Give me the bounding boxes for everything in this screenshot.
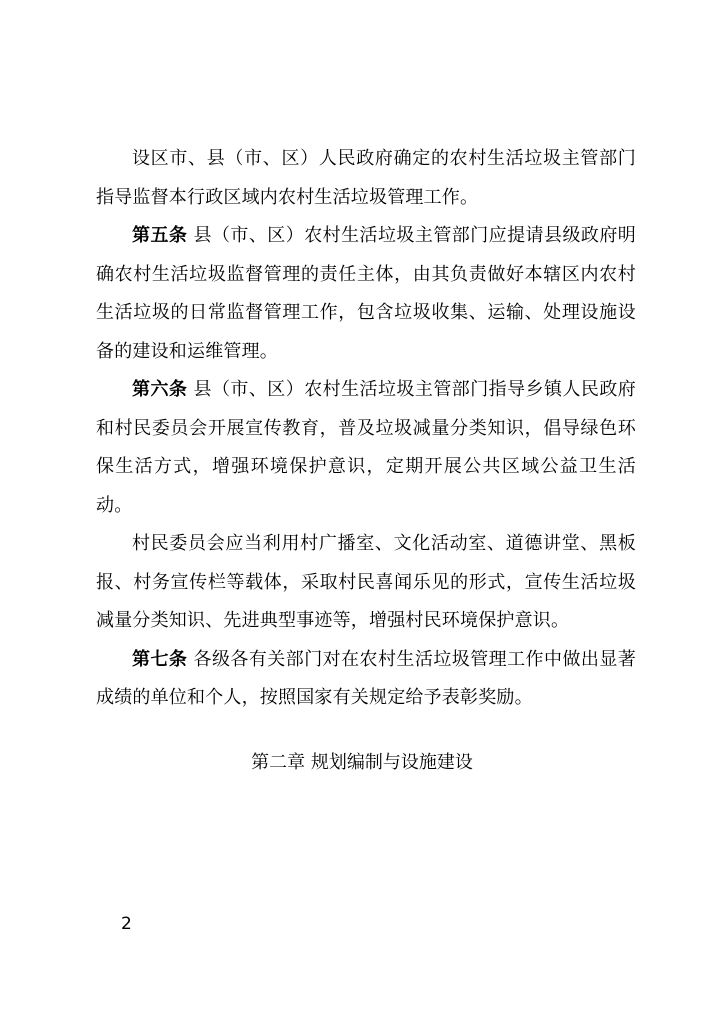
article-number: 第六条 <box>132 379 188 400</box>
paragraph-4 <box>96 525 636 641</box>
article-7-paragraph <box>96 641 636 718</box>
article-6-paragraph <box>96 371 636 525</box>
paragraph-text: 县（市、区）农村生活垃圾主管部门应提请县级政府明确农村生活垃圾监督管理的责任主体，由其负责做好本辖区内农村生活垃圾的日常监督管理工作，包含垃圾收集、运输、处理设施设备的建设和运维管理。 <box>96 225 636 362</box>
paragraph-1 <box>96 140 636 217</box>
paragraph-text: 村民委员会应当利用村广播室、文化活动室、道德讲堂、黑板报、村务宣传栏等载体，采取村民喜闻乐见的形式，宣传生活垃圾减量分类知识、先进典型事迹等，增强村民环境保护意识。 <box>96 533 636 631</box>
article-5-paragraph <box>96 217 636 371</box>
chapter-title: 第二章 规划编制与设施建设 <box>251 752 473 773</box>
paragraph-text: 各级各有关部门对在农村生活垃圾管理工作中做出显著成绩的单位和个人，按照国家有关规定给予表彰奖励。 <box>96 648 636 708</box>
page-number: 2 <box>121 914 132 934</box>
article-number: 第五条 <box>132 225 188 246</box>
article-number: 第七条 <box>132 648 188 670</box>
paragraph-text: 县（市、区）农村生活垃圾主管部门指导乡镇人民政府和村民委员会开展宣传教育，普及垃圾减量分类知识，倡导绿色环保生活方式，增强环境保护意识，定期开展公共区域公益卫生活动。 <box>96 379 636 516</box>
paragraph-text: 设区市、县（市、区）人民政府确定的农村生活垃圾主管部门指导监督本行政区域内农村生活垃圾管理工作。 <box>96 148 636 208</box>
body-text <box>96 140 636 718</box>
